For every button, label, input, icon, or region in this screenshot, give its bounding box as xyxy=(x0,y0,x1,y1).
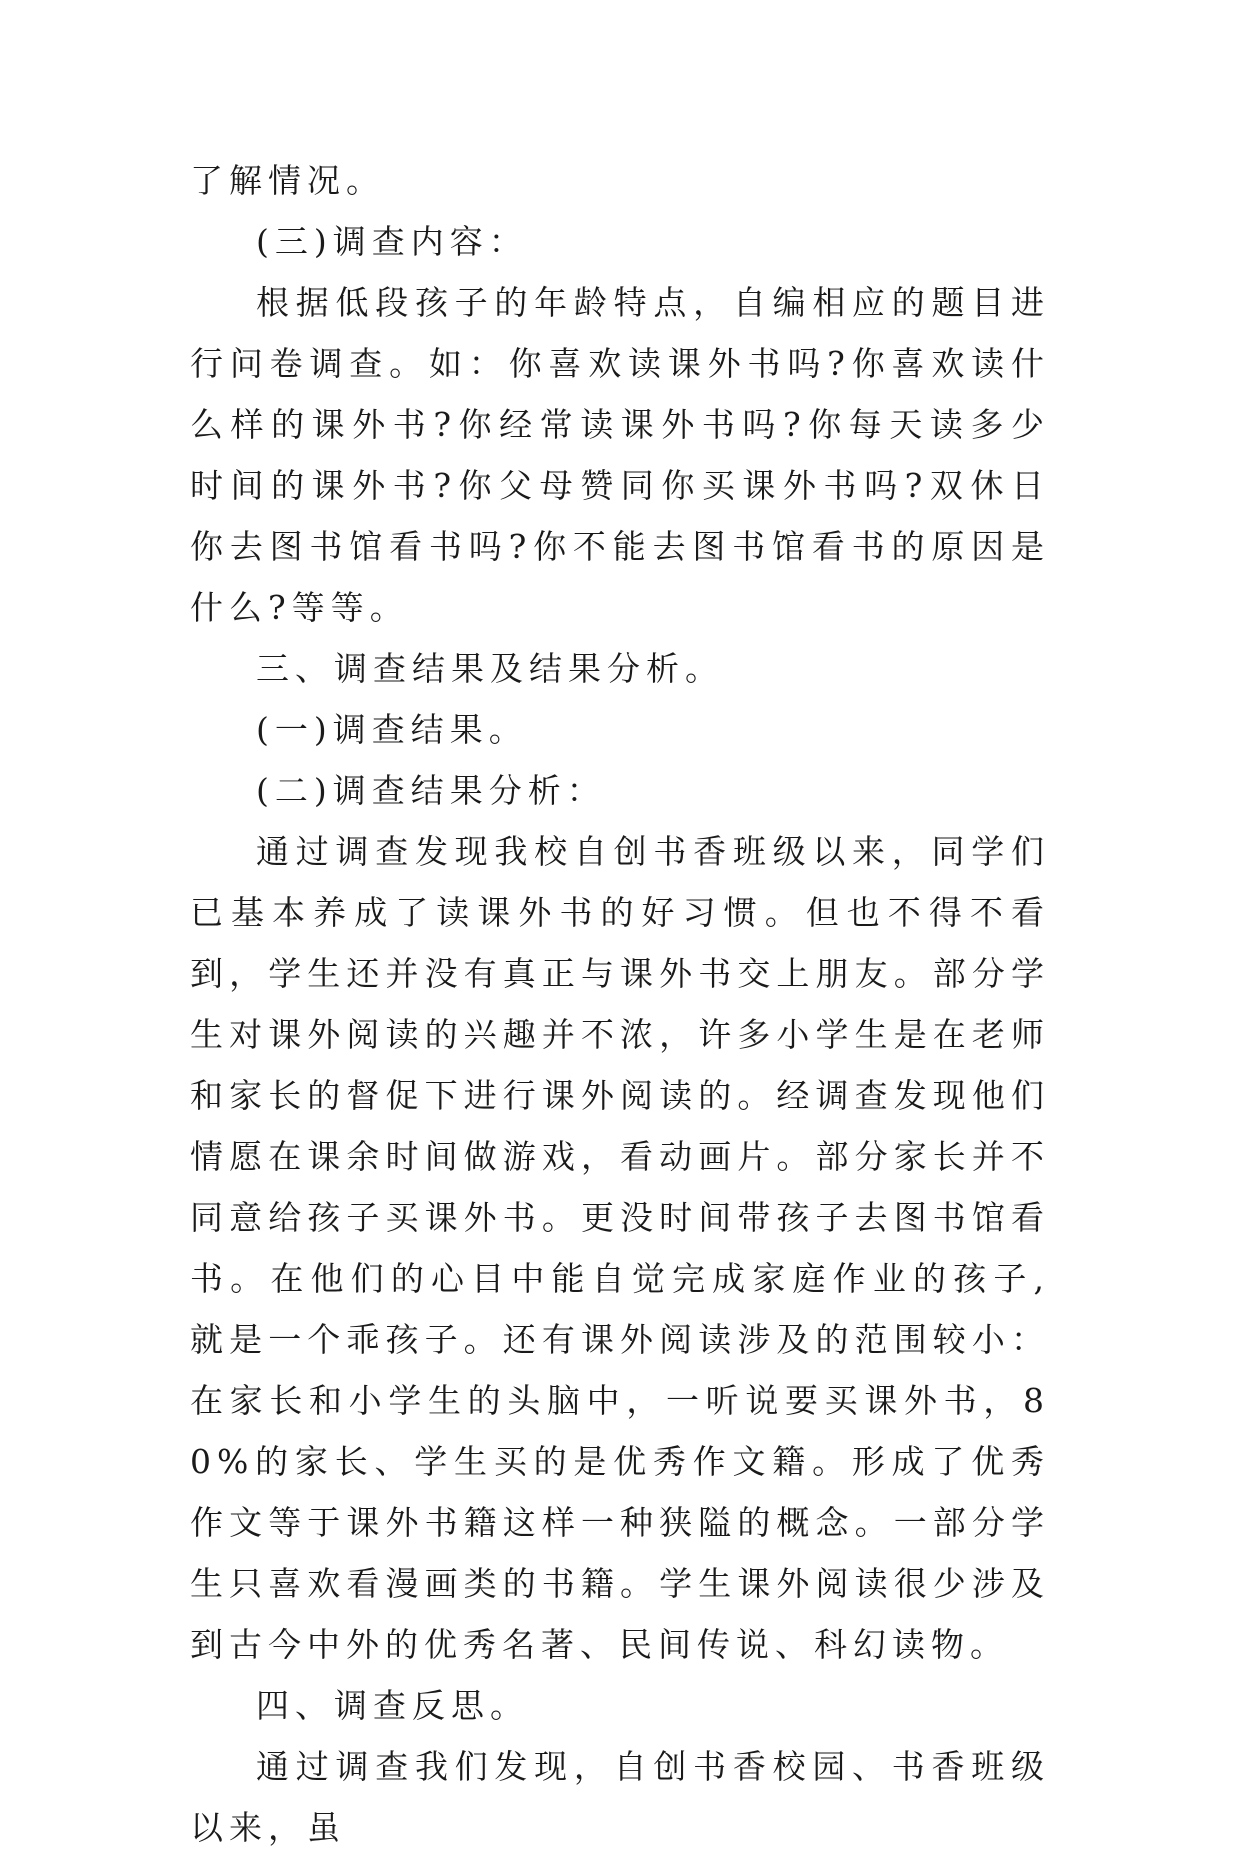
section-heading-reflection: 四、调查反思。 xyxy=(256,1686,529,1725)
paragraph-reflection: 通过调查我们发现，自创书香校园、书香班级以来，虽 xyxy=(190,1747,1050,1847)
section-heading-survey-content: (三)调查内容： xyxy=(256,222,528,261)
section-heading-results: 三、调查结果及结果分析。 xyxy=(256,649,724,688)
paragraph-results-analysis: 通过调查发现我校自创书香班级以来，同学们已基本养成了读课外书的好习惯。但也不得不看到，学生还并没有真正与课外书交上朋友。部分学生对课外阅读的兴趣并不浓，许多小学生是在老师和家长的督促下进行课外阅读的。经调查发现他们情愿在课余时间做游戏，看动画片。部分家长并不同意给孩子买课外书。更没时间带孩子去图书馆看书。在他们的心目中能自觉完成家庭作业的孩子,就是一个乖孩子。还有课外阅读涉及的范围较小：在家长和小学生的头脑中，一听说要买课外书，80%的家长、学生买的是优秀作文籍。形成了优秀作文等于课外书籍这样一种狭隘的概念。一部分学生只喜欢看漫画类的书籍。学生课外阅读很少涉及到古今中外的优秀名著、民间传说、科幻读物。 xyxy=(190,832,1050,1664)
paragraph-continuation: 了解情况。 xyxy=(190,161,385,200)
subheading-results: (一)调查结果。 xyxy=(256,710,528,749)
subheading-results-analysis: (二)调查结果分析： xyxy=(256,771,606,810)
paragraph-survey-content: 根据低段孩子的年龄特点，自编相应的题目进行问卷调查。如：你喜欢读课外书吗?你喜欢读什么样的课外书?你经常读课外书吗?你每天读多少时间的课外书?你父母赞同你买课外书吗?双休日你去图书馆看书吗?你不能去图书馆看书的原因是什么?等等。 xyxy=(190,283,1050,627)
document-page xyxy=(190,150,1050,1858)
